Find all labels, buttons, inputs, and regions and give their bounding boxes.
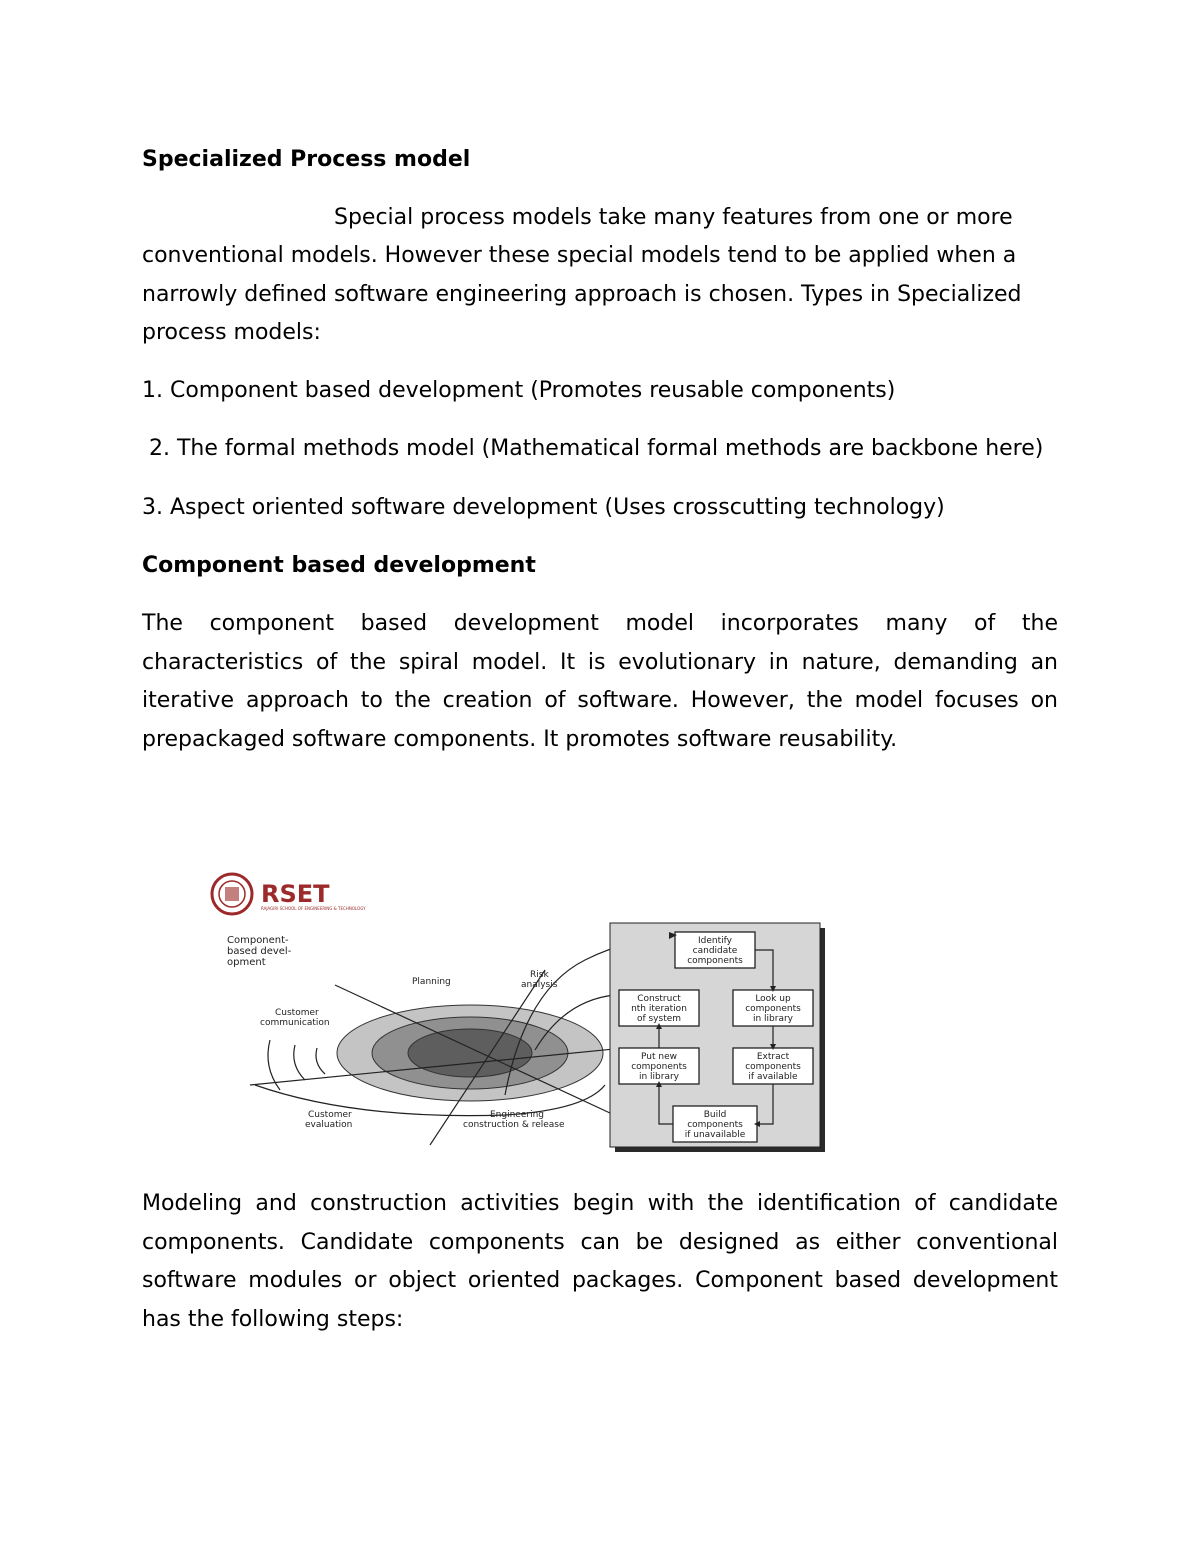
intro-line-2: conventional models. However these special models tend to be applied when a — [142, 243, 1017, 268]
label-planning: Planning — [412, 977, 451, 987]
box-identify-line-1: Identify — [698, 936, 732, 946]
logo-text: RSET — [261, 880, 330, 908]
box-put-line-3: in library — [638, 1072, 680, 1082]
box-construct-line-1: Construct — [637, 994, 681, 1004]
box-extract-line-2: components — [745, 1062, 801, 1072]
figure-caption-2: based devel- — [227, 946, 292, 957]
box-build-line-3: if unavailable — [684, 1130, 746, 1140]
box-put-line-1: Put new — [641, 1052, 677, 1062]
box-lookup-line-1: Look up — [755, 994, 791, 1004]
box-extract-line-1: Extract — [756, 1052, 790, 1062]
section-heading-cbd: Component based development — [142, 553, 536, 578]
box-put-line-2: components — [631, 1062, 687, 1072]
box-construct-line-3: of system — [636, 1014, 682, 1024]
cbd-spiral-diagram — [205, 870, 830, 1160]
box-lookup-line-2: components — [745, 1004, 801, 1014]
label-risk-2: analysis — [521, 980, 558, 990]
final-paragraph: Modeling and construction activities begin with the identification of candidate components. Candidate components can be designed as either conventional software modules or object oriented packages. Component based development has the following steps: — [142, 1191, 1058, 1332]
intro-line-4: process models: — [142, 320, 321, 345]
label-customer-eval-2: evaluation — [305, 1120, 353, 1130]
figure-caption-3: opment — [227, 957, 266, 968]
label-engineering-2: construction & release — [463, 1120, 565, 1130]
intro-line-3: narrowly defined software engineering approach is chosen. Types in Specialized — [142, 282, 1022, 307]
box-build-line-1: Build — [703, 1110, 727, 1120]
cbd-paragraph: The component based development model incorporates many of the characteristics of the spiral model. It is evolutionary in nature, demanding an iterative approach to the creation of software. However, the model focuses on prepackaged software components. It promotes software reusability. — [142, 611, 1058, 752]
label-customer-comm-2: communication — [260, 1018, 330, 1028]
label-risk-1: Risk — [530, 970, 549, 980]
label-customer-comm-1: Customer — [275, 1008, 319, 1018]
type-item-3: 3. Aspect oriented software development (Uses crosscutting technology) — [142, 495, 945, 520]
box-lookup-line-3: in library — [752, 1014, 794, 1024]
box-build-line-2: components — [687, 1120, 743, 1130]
type-item-1: 1. Component based development (Promotes reusable components) — [142, 378, 896, 403]
box-identify-line-3: components — [687, 956, 743, 966]
rset-logo — [212, 874, 366, 914]
box-construct-line-2: nth iteration — [631, 1004, 687, 1014]
logo-subtitle: RAJAGIRI SCHOOL OF ENGINEERING & TECHNOLOGY — [261, 906, 366, 911]
label-engineering-1: Engineering — [490, 1110, 544, 1120]
label-customer-eval-1: Customer — [308, 1110, 352, 1120]
intro-line-1: Special process models take many features from one or more — [334, 205, 1013, 230]
figure-caption-1: Component- — [227, 935, 289, 946]
section-heading-specialized: Specialized Process model — [142, 147, 471, 172]
box-extract-line-3: if available — [748, 1072, 798, 1082]
type-item-2: 2. The formal methods model (Mathematical formal methods are backbone here) — [142, 436, 1044, 461]
box-identify-line-2: candidate — [692, 946, 738, 956]
